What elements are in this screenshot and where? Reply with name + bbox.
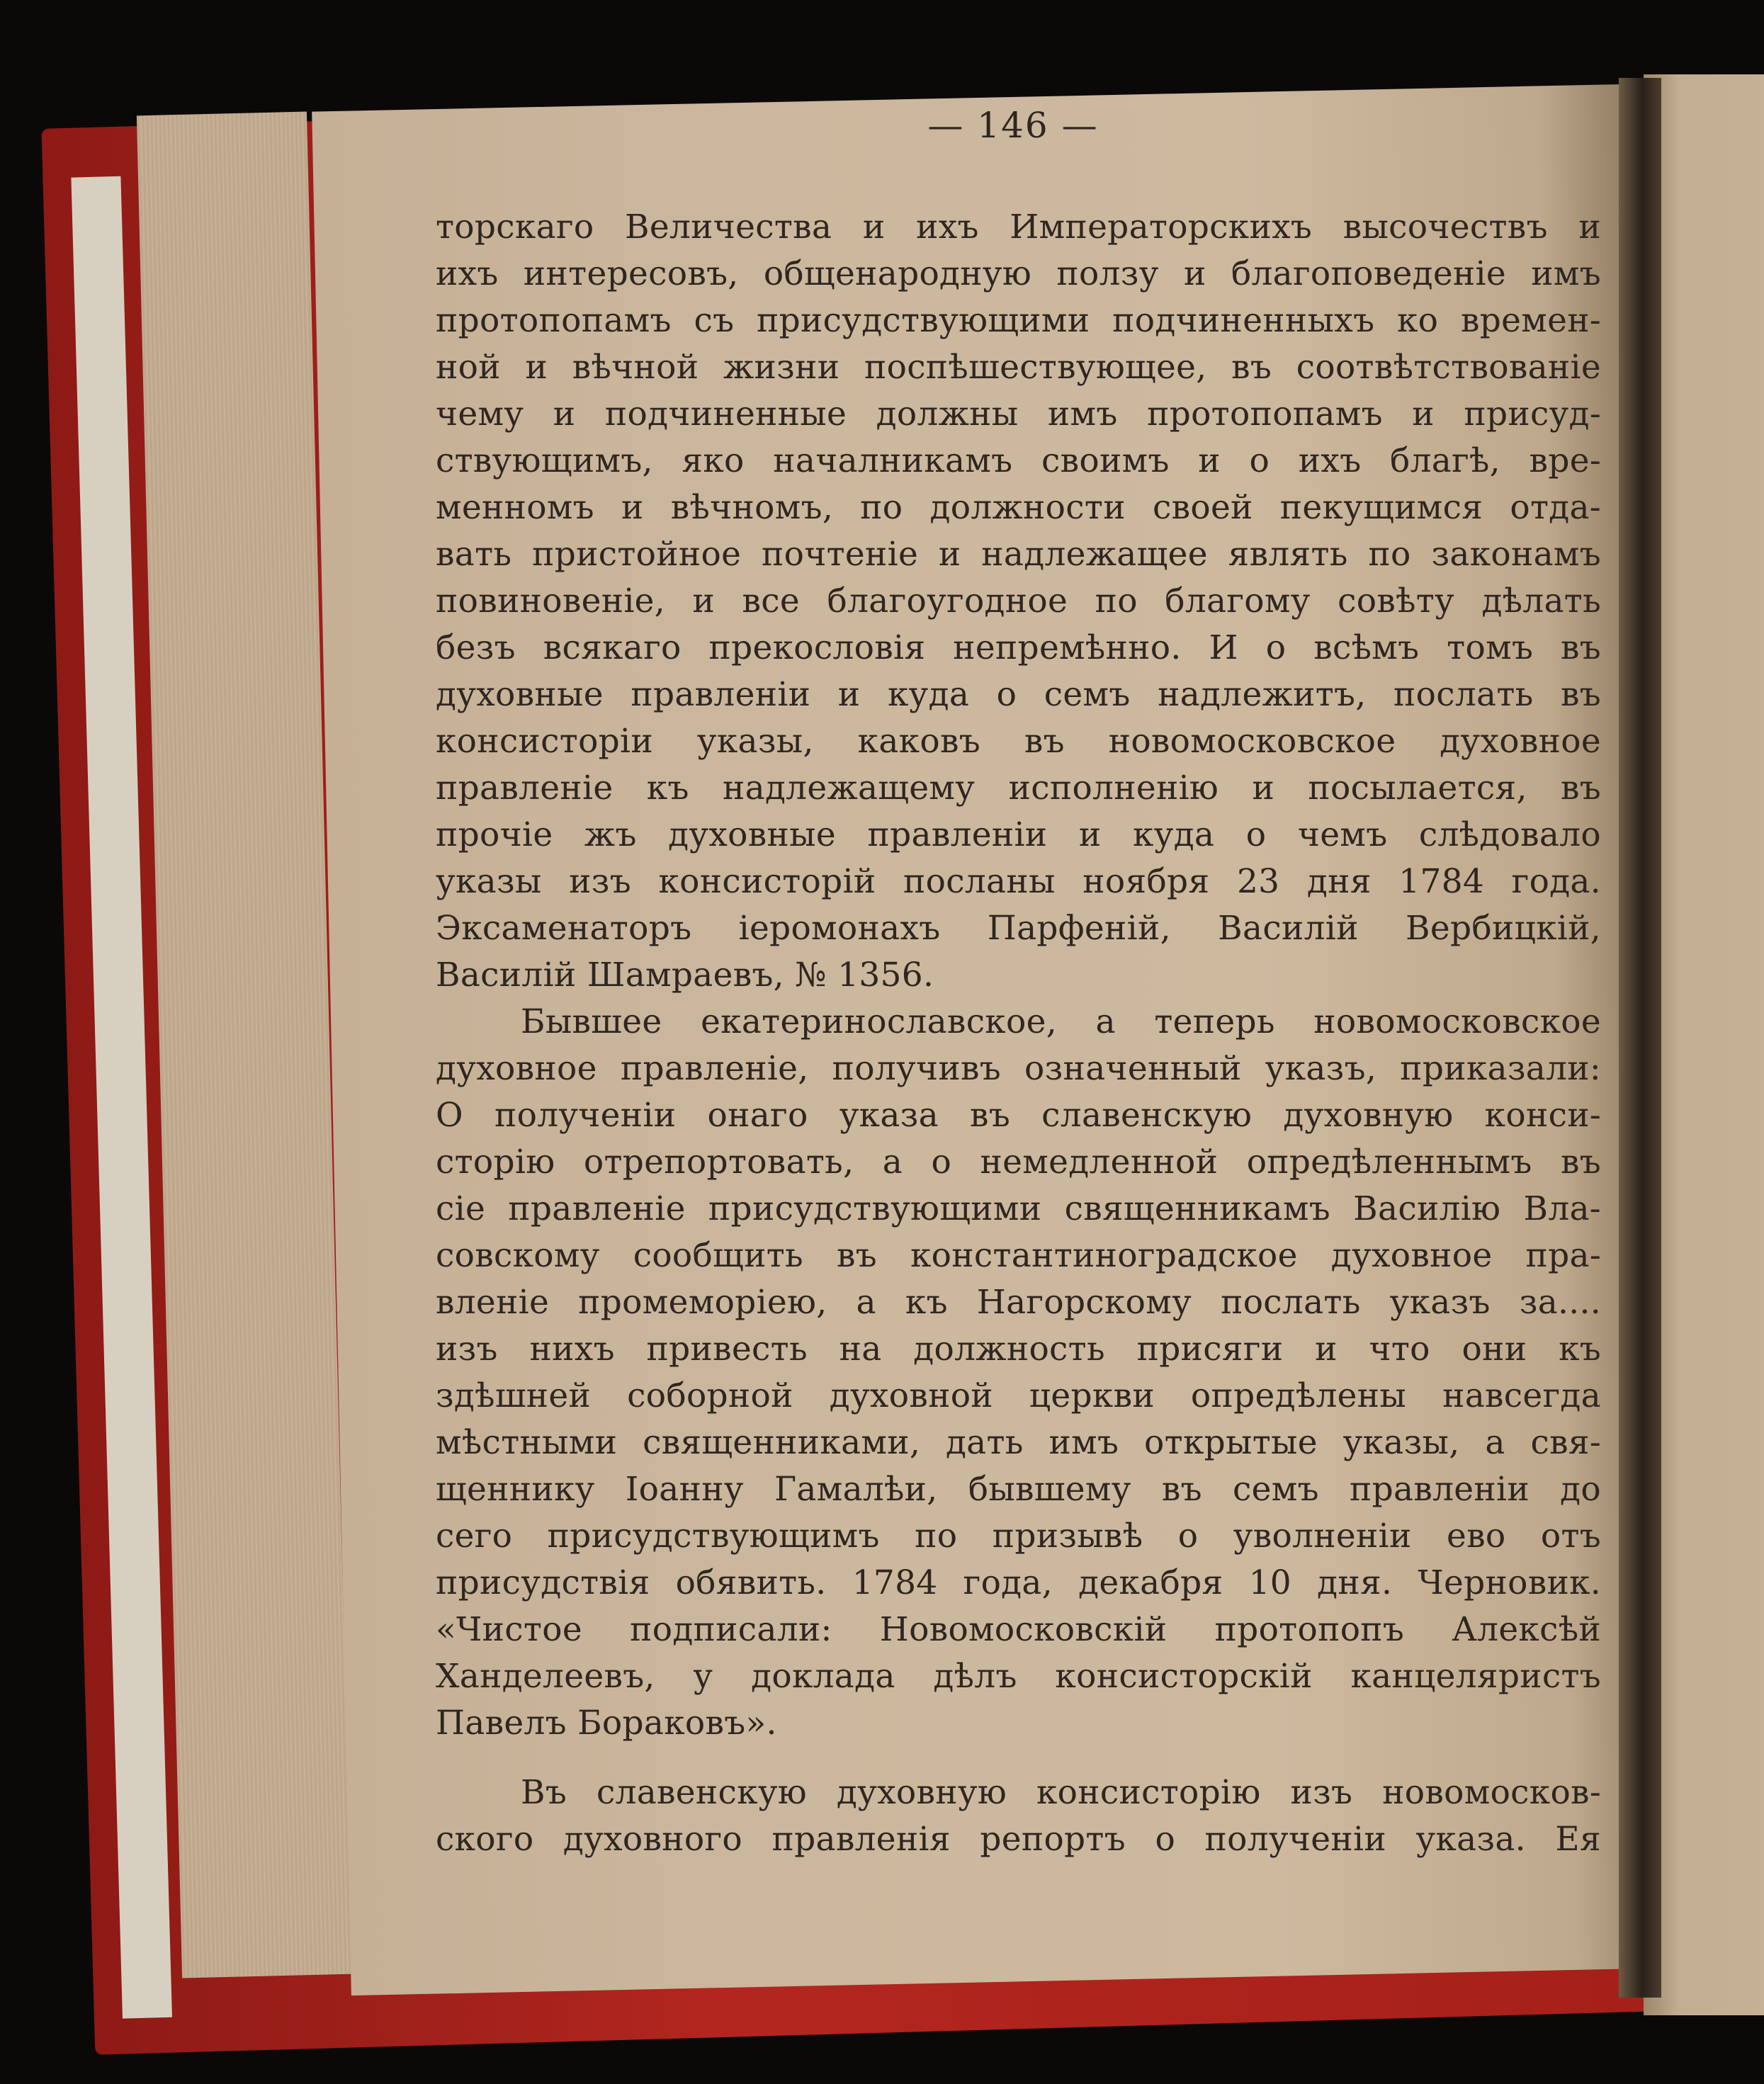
text-line: ихъ интересовъ, общенародную ползу и благоповеденіе имъ <box>436 254 1601 293</box>
text-line: повиновеніе, и все благоугодное по благому совѣту дѣлать <box>436 582 1601 621</box>
text-line: прочіе жъ духовные правленіи и куда о чемъ слѣдовало <box>436 815 1601 854</box>
text-line: Василій Шамраевъ, № 1356. <box>436 956 934 995</box>
text-line: консисторіи указы, каковъ въ новомосковское духовное <box>436 722 1601 761</box>
text-line: Эксаменаторъ іеромонахъ Парфеній, Василій Вербицкій, <box>436 909 1601 948</box>
text-line: совскому сообщить въ константиноградское духовное пра- <box>436 1236 1601 1275</box>
text-line: протопопамъ съ присудствующими подчиненныхъ ко времен- <box>436 301 1601 340</box>
text-line: Въ славенскую духовную консисторію изъ новомосков- <box>521 1773 1601 1812</box>
text-line: сторію отрепортовать, а о немедленной опредѣленнымъ въ <box>436 1143 1601 1182</box>
text-line: ского духовного правленія репортъ о полученіи указа. Ея <box>436 1820 1601 1859</box>
text-line: Павелъ Бораковъ». <box>436 1704 777 1743</box>
text-line: О полученіи онаго указа въ славенскую духовную конси- <box>436 1096 1601 1135</box>
text-line: указы изъ консисторій посланы ноября 23 дня 1784 года. <box>436 862 1601 901</box>
text-line: ствующимъ, яко началникамъ своимъ и о ихъ благѣ, вре- <box>436 441 1601 480</box>
text-line: Ханделеевъ, у доклада дѣлъ консисторскій канцеляристъ <box>436 1657 1601 1696</box>
text-line: вать пристойное почтеніе и надлежащее являть по законамъ <box>436 535 1601 574</box>
book-gutter <box>1619 78 1661 1998</box>
text-line: «Чистое подписали: Новомосковскій протопопъ Алексѣй <box>436 1610 1601 1649</box>
text-line: чему и подчиненные должны имъ протопопамъ и присуд- <box>436 395 1601 434</box>
right-page <box>1644 74 1764 2015</box>
text-line: здѣшней соборной духовной церкви опредѣлены навсегда <box>436 1376 1601 1415</box>
text-line: вленіе промеморіею, а къ Нагорскому послать указъ за.... <box>436 1283 1601 1322</box>
text-line: ной и вѣчной жизни поспѣшествующее, въ соотвѣтствованіе <box>436 348 1601 387</box>
text-line: менномъ и вѣчномъ, по должности своей пекущимся отда- <box>436 488 1601 527</box>
text-line: мѣстными священниками, дать имъ открытые указы, а свя- <box>436 1423 1601 1462</box>
text-line: Бывшее екатеринославское, а теперь новомосковское <box>521 1002 1601 1041</box>
text-line: изъ нихъ привесть на должность присяги и что они къ <box>436 1330 1601 1369</box>
text-line: сего присудствующимъ по призывѣ о уволненіи ево отъ <box>436 1517 1601 1556</box>
text-line: присудствія обявить. 1784 года, декабря 10 дня. Черновик. <box>436 1563 1601 1602</box>
text-line: сіе правленіе присудствующими священникамъ Василію Вла- <box>436 1189 1601 1228</box>
text-line: безъ всякаго прекословія непремѣнно. И о всѣмъ томъ въ <box>436 628 1601 667</box>
text-line: торскаго Величества и ихъ Императорскихъ высочествъ и <box>436 208 1601 247</box>
text-line: правленіе къ надлежащему исполненію и посылается, въ <box>436 769 1601 808</box>
text-line: щеннику Іоанну Гамалѣи, бывшему въ семъ правленіи до <box>436 1470 1601 1509</box>
text-line: духовное правленіе, получивъ означенный указъ, приказали: <box>436 1049 1601 1088</box>
page-number: — 146 — <box>927 105 1099 146</box>
text-line: духовные правленіи и куда о семъ надлежитъ, послать въ <box>436 675 1601 714</box>
